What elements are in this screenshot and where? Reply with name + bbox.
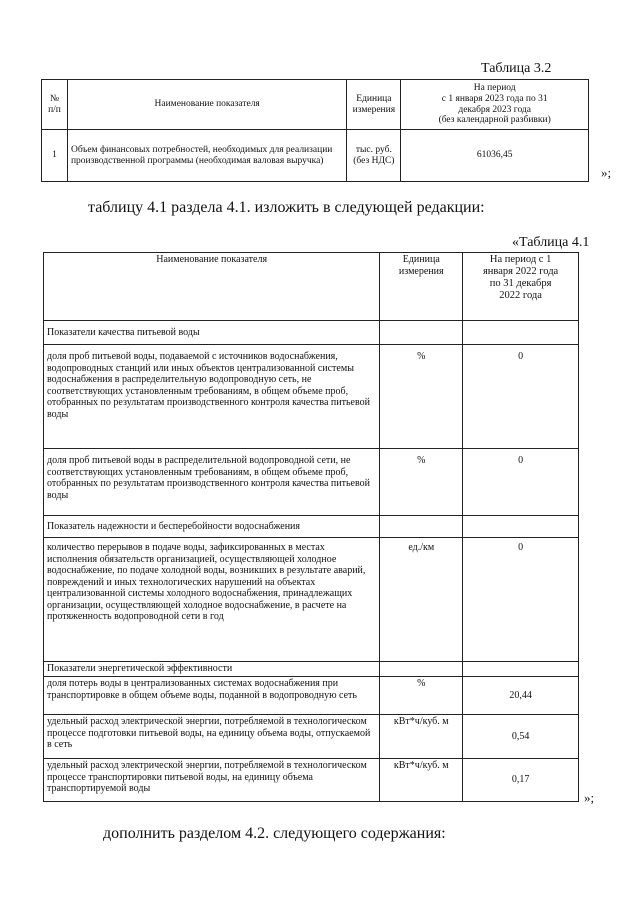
table-row	[44, 449, 579, 516]
row-value: 0,17	[463, 759, 579, 802]
row-value: 0	[463, 345, 579, 449]
table-4-1-caption: «Таблица 4.1	[512, 235, 590, 250]
row-value: 0	[463, 538, 579, 662]
row-unit: %	[380, 449, 463, 516]
row-unit: %	[380, 345, 463, 449]
row-value: 0,54	[463, 715, 579, 759]
section-quality: Показатели качества питьевой воды	[44, 321, 380, 345]
row-name: доля проб питьевой воды в распределительной водопроводной сети, не соответствующих установленным требованиям, в общем объеме проб, отобранных по результатам производственного контроля качества питьевой воды	[44, 449, 380, 516]
row-name: удельный расход электрической энергии, потребляемой в технологическом процессе подготовки питьевой воды, на единицу объема воды, отпускаемой в сеть	[44, 715, 380, 759]
row-value: 0	[463, 449, 579, 516]
row-unit: ед./км	[380, 538, 463, 662]
row-value: 20,44	[463, 677, 579, 715]
row-unit: кВт*ч/куб. м	[380, 759, 463, 802]
row-unit: тыс. руб. (без НДС)	[347, 130, 401, 182]
row-name: удельный расход электрической энергии, потребляемой в технологическом процессе транспортировки питьевой воды, на единицу объема транспортируемой воды	[44, 759, 380, 802]
row-name: доля проб питьевой воды, подаваемой с источников водоснабжения, водопроводных станций или иных объектов централизованной системы водоснабжения в распределительную водопроводную сеть, не соответствующих установленным требованиям, в общем объеме проб, отобранных по результатам производственного контроля качества питьевой воды	[44, 345, 380, 449]
table-row	[44, 677, 579, 715]
table-row	[44, 538, 579, 662]
row-name: количество перерывов в подаче воды, зафиксированных в местах исполнения обязательств организацией, осуществляющей холодное водоснабжение, по подаче холодной воды, возникших в результате аварий, повреждений и иных технологических нарушений на объектах централизованной системы холодного водоснабжения, принадлежащих организации, осуществляющей холодное водоснабжение, в расчете на протяженность водопроводной сети в год	[44, 538, 380, 662]
row-name: доля потерь воды в централизованных системах водоснабжения при транспортировке в общем объеме воды, поданной в водопроводную сеть	[44, 677, 380, 715]
header-name: Наименование показателя	[44, 253, 380, 321]
table-4-1	[43, 252, 579, 802]
table-4-1-closing: »;	[584, 790, 595, 805]
table-3-2-header-row	[42, 80, 589, 130]
table-row	[42, 130, 589, 182]
row-num: 1	[42, 130, 68, 182]
table-3-2-closing: »;	[601, 165, 612, 180]
table-3-2	[41, 79, 589, 182]
table-row	[44, 715, 579, 759]
section-row-energy	[44, 662, 579, 677]
row-unit: %	[380, 677, 463, 715]
section-row-reliability	[44, 516, 579, 538]
row-value: 61036,45	[401, 130, 589, 182]
table-4-1-header-row	[44, 253, 579, 321]
section-energy: Показатели энергетической эффективности	[44, 662, 380, 677]
paragraph-replace-table-4-1: таблицу 4.1 раздела 4.1. изложить в следующей редакции:	[88, 199, 485, 216]
header-period: На период с 1 января 2022 года по 31 декабря 2022 года	[463, 253, 579, 321]
header-num: № п/п	[42, 80, 68, 130]
row-name: Объем финансовых потребностей, необходимых для реализации производственной программы (необходимая валовая выручка)	[67, 130, 346, 182]
table-3-2-caption: Таблица 3.2	[481, 61, 552, 76]
header-name: Наименование показателя	[67, 80, 346, 130]
paragraph-add-section-4-2: дополнить разделом 4.2. следующего содержания:	[103, 825, 446, 842]
header-unit: Единица измерения	[380, 253, 463, 321]
row-unit: кВт*ч/куб. м	[380, 715, 463, 759]
header-unit: Единица измерения	[347, 80, 401, 130]
table-row	[44, 345, 579, 449]
section-reliability: Показатель надежности и бесперебойности водоснабжения	[44, 516, 380, 538]
section-row-quality	[44, 321, 579, 345]
table-row	[44, 759, 579, 802]
header-period: На период с 1 января 2023 года по 31 декабря 2023 года (без календарной разбивки)	[401, 80, 589, 130]
